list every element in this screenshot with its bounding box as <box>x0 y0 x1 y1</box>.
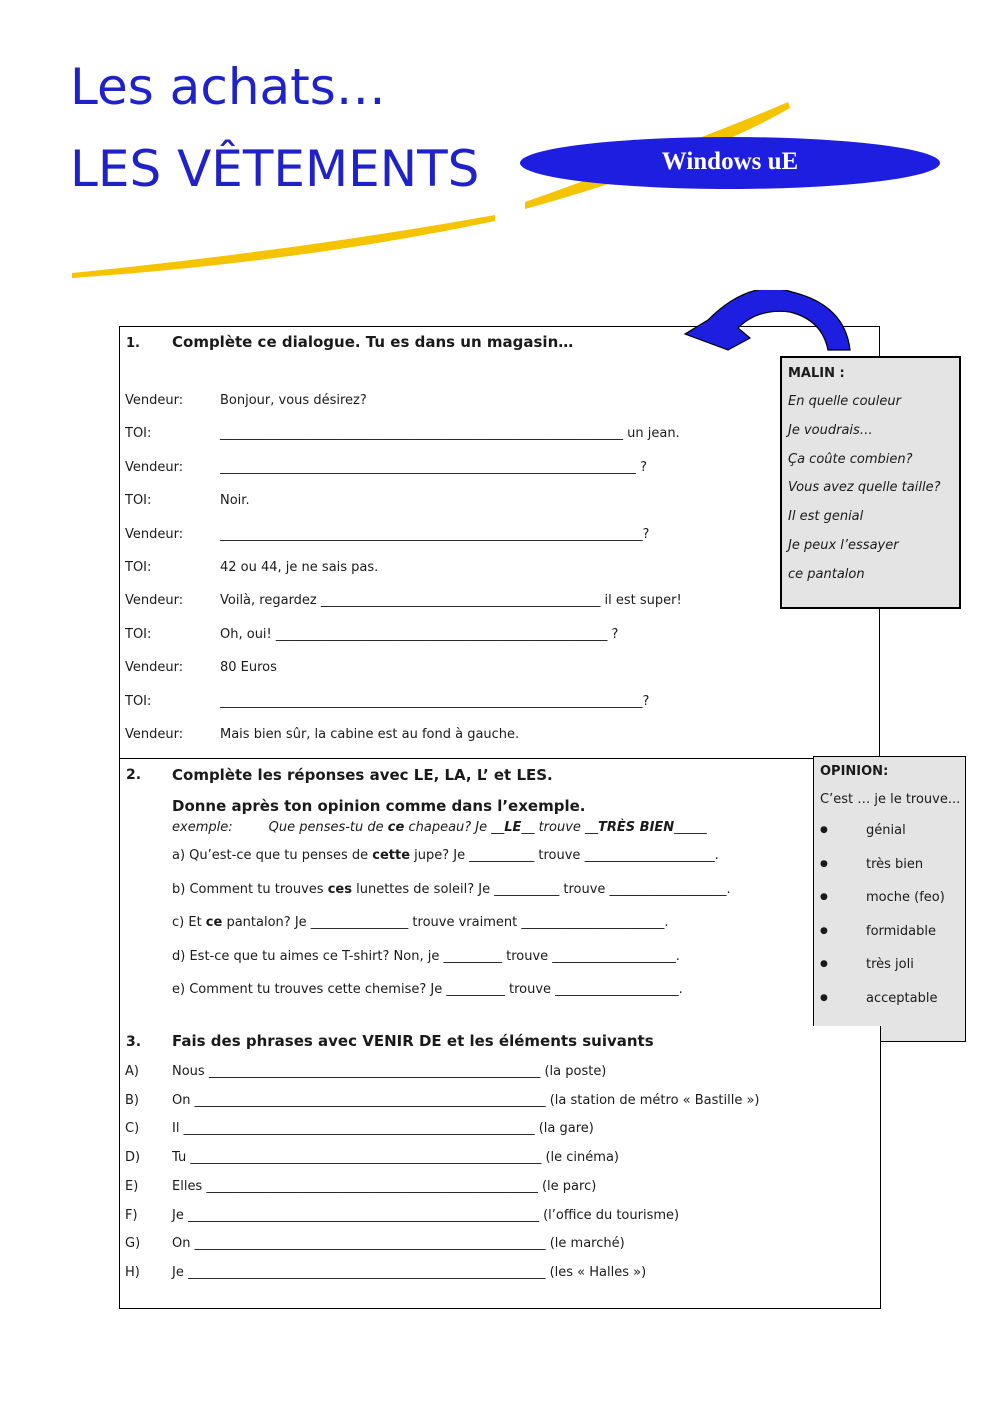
section2-number: 2. <box>126 767 142 783</box>
exercise2-item <box>172 915 668 930</box>
example-tail: _____ <box>674 820 707 835</box>
page-title-line2: LES VÊTEMENTS <box>70 140 480 198</box>
malin-phrase: Je peux l’essayer <box>788 538 899 553</box>
item-text: Je _______________________________________________________ (les « Halles ») <box>172 1264 647 1280</box>
dialogue-text: ______________________________________________________________ un jean. <box>220 426 680 442</box>
dialogue-speaker: TOI: <box>125 626 152 642</box>
opinion-item: moche (feo) <box>866 890 945 906</box>
dialogue-text: Noir. <box>220 493 250 509</box>
item-text-pre: d) Est-ce que tu aimes ce T-shirt? Non, je _________ trouve ___________________. <box>172 948 680 964</box>
opinion-item: génial <box>866 823 906 838</box>
item-letter: H) <box>125 1264 140 1280</box>
item-text-post: jupe? Je __________ trouve ____________________. <box>410 848 719 863</box>
dialogue-text: 80 Euros <box>220 660 277 676</box>
item-text: Elles ___________________________________________________ (le parc) <box>172 1178 597 1194</box>
item-letter: C) <box>125 1121 140 1137</box>
section1-number: 1. <box>126 336 140 351</box>
item-text-pre: e) Comment tu trouves cette chemise? Je _________ trouve ___________________. <box>172 982 683 997</box>
opinion-panel <box>813 756 966 1042</box>
malin-phrase: En quelle couleur <box>788 394 901 409</box>
malin-phrase: Il est genial <box>788 509 864 525</box>
item-text-bold: cette <box>372 848 411 863</box>
section3-box <box>119 1026 881 1309</box>
malin-phrase: Vous avez quelle taille? <box>788 480 941 496</box>
item-text: Il ______________________________________________________ (la gare) <box>172 1121 594 1137</box>
exercise2-item <box>172 848 719 863</box>
opinion-item: formidable <box>866 923 937 939</box>
example-question-post: chapeau? Je __ <box>404 820 505 835</box>
dialogue-text: Voilà, regardez ___________________________________________ il est super! <box>220 593 682 609</box>
dialogue-speaker: Vendeur: <box>125 459 184 475</box>
opinion-item: acceptable <box>866 991 938 1006</box>
dialogue-speaker: Vendeur: <box>125 727 184 742</box>
example-answer1: LE <box>504 820 522 835</box>
malin-phrase: Ça coûte combien? <box>788 451 913 467</box>
example-line <box>172 820 707 835</box>
dialogue-speaker: Vendeur: <box>125 393 184 408</box>
example-mid: __ trouve __ <box>521 820 599 835</box>
exercise2-item <box>172 882 731 897</box>
dialogue-text: 42 ou 44, je ne sais pas. <box>220 560 379 575</box>
curved-arrow-icon <box>680 290 860 360</box>
item-letter: F) <box>125 1207 138 1223</box>
item-letter: A) <box>125 1064 139 1079</box>
yellow-swoosh-lower <box>72 215 495 278</box>
item-text: On ______________________________________________________ (la station de métro « Bastille ») <box>172 1092 760 1108</box>
item-text-bold: ces <box>327 881 352 897</box>
item-letter: G) <box>125 1236 141 1252</box>
bullet-icon: ● <box>820 925 828 936</box>
section2-heading1: Complète les réponses avec LE, LA, L’ et LES. <box>172 766 553 784</box>
dialogue-text: Mais bien sûr, la cabine est au fond à gauche. <box>220 727 520 742</box>
item-text-bold: ce <box>205 915 223 930</box>
dialogue-text: Bonjour, vous désirez? <box>220 393 367 408</box>
section2-box <box>119 758 880 1028</box>
opinion-item: très joli <box>866 957 914 973</box>
item-text-post: lunettes de soleil? Je __________ trouve __________________. <box>351 881 731 897</box>
bullet-icon: ● <box>820 858 828 869</box>
item-letter: E) <box>125 1178 139 1194</box>
section1-box <box>119 326 880 759</box>
item-letter: D) <box>125 1150 141 1166</box>
item-text-pre: b) Comment tu trouves <box>172 881 328 897</box>
dialogue-speaker: Vendeur: <box>125 593 184 609</box>
dialogue-speaker: Vendeur: <box>125 660 184 676</box>
dialogue-text: _________________________________________________________________? <box>220 526 650 542</box>
example-label: exemple: <box>172 820 233 835</box>
section1-heading: Complète ce dialogue. Tu es dans un magasin… <box>172 333 574 351</box>
malin-phrase: Je voudrais… <box>788 422 873 438</box>
bullet-icon: ● <box>820 892 828 903</box>
item-text: Tu ______________________________________________________ (le cinéma) <box>172 1150 619 1166</box>
dialogue-speaker: TOI: <box>125 493 152 509</box>
badge-label: Windows uE <box>661 148 799 175</box>
bullet-icon: ● <box>820 993 828 1003</box>
opinion-title: OPINION: <box>820 764 889 779</box>
section3-number: 3. <box>126 1034 142 1050</box>
dialogue-speaker: TOI: <box>125 426 152 442</box>
dialogue-text: Oh, oui! ___________________________________________________ ? <box>220 626 619 642</box>
dialogue-speaker: TOI: <box>125 560 152 575</box>
bullet-icon: ● <box>820 959 828 970</box>
item-text-pre: a) Qu’est-ce que tu penses de <box>172 848 373 863</box>
exercise2-item <box>172 949 680 964</box>
dialogue-speaker: Vendeur: <box>125 526 184 542</box>
dialogue-text: ________________________________________________________________ ? <box>220 459 648 475</box>
exercise2-item <box>172 982 683 997</box>
malin-phrase: ce pantalon <box>788 566 865 582</box>
item-text-pre: c) Et <box>172 915 206 930</box>
opinion-intro: C’est … je le trouve... <box>820 792 961 807</box>
opinion-item: très bien <box>866 856 924 872</box>
section3-heading: Fais des phrases avec VENIR DE et les éléments suivants <box>172 1032 654 1050</box>
malin-title: MALIN : <box>788 366 845 381</box>
example-answer2: TRÈS BIEN <box>598 820 675 835</box>
page-title-line1: Les achats… <box>70 58 386 116</box>
item-text: Je ______________________________________________________ (l’office du tourisme) <box>172 1207 680 1223</box>
item-text: On ______________________________________________________ (le marché) <box>172 1236 625 1252</box>
item-text-post: pantalon? Je _______________ trouve vraiment ______________________. <box>222 915 669 930</box>
dialogue-text: _________________________________________________________________? <box>220 693 650 709</box>
dialogue-speaker: TOI: <box>125 693 152 709</box>
malin-panel <box>780 356 961 609</box>
bullet-icon: ● <box>820 825 828 835</box>
example-question-pre: Que penses-tu de <box>268 820 388 835</box>
item-letter: B) <box>125 1092 139 1108</box>
section2-heading2: Donne après ton opinion comme dans l’exemple. <box>172 797 586 815</box>
item-text: Nous ___________________________________________________ (la poste) <box>172 1064 607 1079</box>
example-question-bold: ce <box>387 820 405 835</box>
